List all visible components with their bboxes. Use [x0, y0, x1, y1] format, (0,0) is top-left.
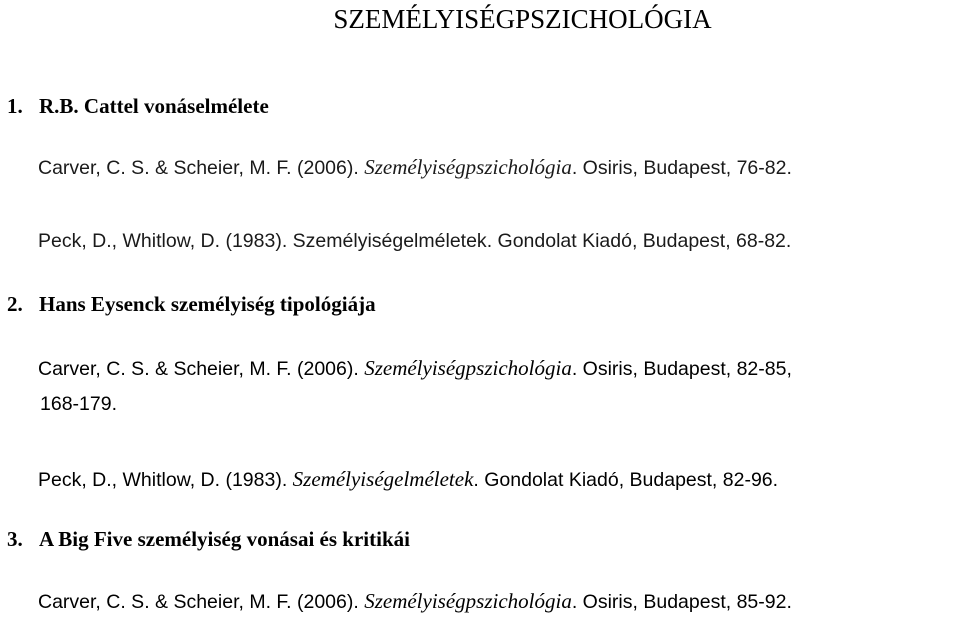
- reference-item: [38, 351, 953, 422]
- reference-title: Személyiségpszichológia: [364, 356, 572, 380]
- page-title: SZEMÉLYISÉGPSZICHOLÓGIA: [333, 4, 712, 34]
- section-heading-1: [7, 94, 269, 119]
- reference-publisher: . Osiris, Budapest, 76-82.: [571, 157, 792, 179]
- reference-title: Személyiségpszichológia: [364, 155, 572, 179]
- section-heading-2: [7, 292, 376, 317]
- section-title: R.B. Cattel vonáselmélete: [39, 94, 269, 118]
- reference-publisher: . Gondolat Kiadó, Budapest, 82-96.: [473, 469, 779, 491]
- section-heading-3: [7, 527, 410, 552]
- reference-publisher: . Osiris, Budapest, 82-85,: [571, 358, 792, 380]
- reference-authors: Peck, D., Whitlow, D. (1983).: [38, 469, 293, 491]
- reference-authors: Peck, D., Whitlow, D. (1983).: [38, 230, 293, 252]
- reference-authors: Carver, C. S. & Scheier, M. F. (2006).: [38, 358, 365, 380]
- reference-title: Személyiségelméletek: [292, 230, 487, 252]
- section-number: 3.: [7, 527, 23, 551]
- reference-title: Személyiségpszichológia: [364, 589, 572, 613]
- reference-authors: Carver, C. S. & Scheier, M. F. (2006).: [38, 157, 365, 179]
- reference-continuation: 168-179.: [40, 393, 117, 415]
- section-number: 2.: [7, 292, 23, 316]
- reference-publisher: . Osiris, Budapest, 85-92.: [571, 591, 792, 613]
- section-title: A Big Five személyiség vonásai és kritikái: [39, 527, 410, 551]
- reference-item: [38, 584, 953, 620]
- section-title: Hans Eysenck személyiség tipológiája: [39, 292, 376, 316]
- reference-item: [38, 224, 953, 259]
- reference-item: [38, 462, 953, 498]
- reference-authors: Carver, C. S. & Scheier, M. F. (2006).: [38, 591, 365, 613]
- reference-publisher: . Gondolat Kiadó, Budapest, 68-82.: [486, 230, 792, 252]
- reference-item: [38, 150, 953, 186]
- section-number: 1.: [7, 94, 23, 118]
- reference-title: Személyiségelméletek: [292, 467, 474, 491]
